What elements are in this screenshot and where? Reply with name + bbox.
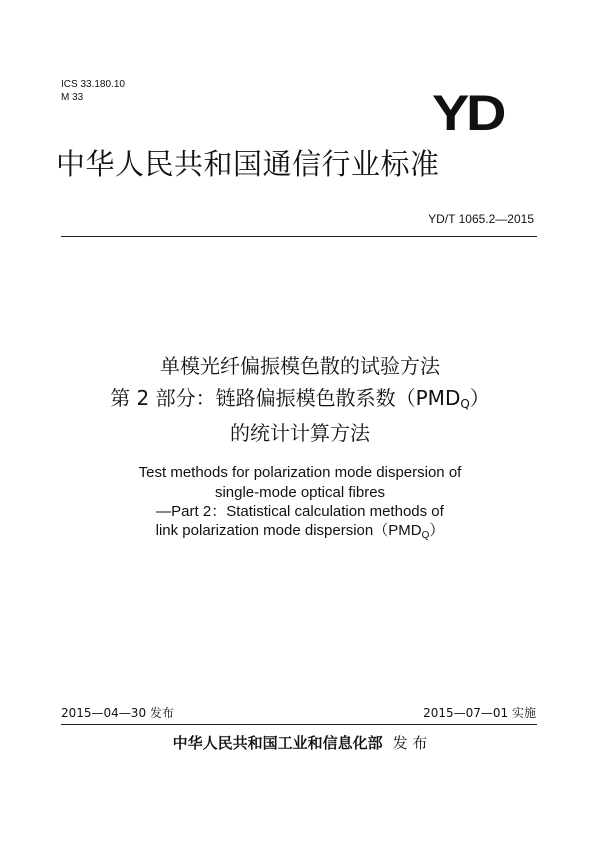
ics-code: ICS 33.180.10	[61, 79, 125, 90]
yd-logo: YD	[432, 85, 504, 141]
english-title-line-2: single-mode optical fibres	[214, 484, 386, 501]
chinese-title-line-2-text: 第 2 部分：链路偏振模色散系数（PMD	[110, 386, 461, 410]
english-title-line-3: —Part 2：Statistical calculation methods of	[156, 503, 444, 520]
chinese-title-line-1: 单模光纤偏振模色散的试验方法	[160, 354, 440, 378]
issue-date: 2015—04—30 发布	[61, 706, 174, 720]
publish-word: 发 布	[392, 734, 428, 752]
chinese-title-line-2-close: ）	[469, 386, 490, 410]
standard-title: 中华人民共和国通信行业标准	[56, 147, 440, 181]
english-title-line-4-text: link polarization mode dispersion（PMD	[155, 522, 422, 539]
chinese-title-line-2	[0, 385, 600, 417]
publisher-line	[0, 733, 600, 753]
english-title-line-4	[0, 522, 600, 545]
publisher-name: 中华人民共和国工业和信息化部	[172, 734, 383, 752]
implementation-date: 2015—07—01 实施	[423, 706, 536, 720]
top-divider	[61, 236, 537, 237]
pmdq-subscript-en: Q	[421, 530, 430, 541]
english-title-line-4-close: ）	[429, 522, 445, 539]
classification-code: M 33	[61, 92, 84, 103]
bottom-divider	[61, 724, 537, 725]
english-title-line-1: Test methods for polarization mode dispersion of	[138, 464, 462, 481]
chinese-title-line-3: 的统计计算方法	[230, 421, 370, 445]
standard-number: YD/T 1065.2—2015	[428, 212, 534, 226]
pmdq-subscript: Q	[460, 397, 470, 411]
